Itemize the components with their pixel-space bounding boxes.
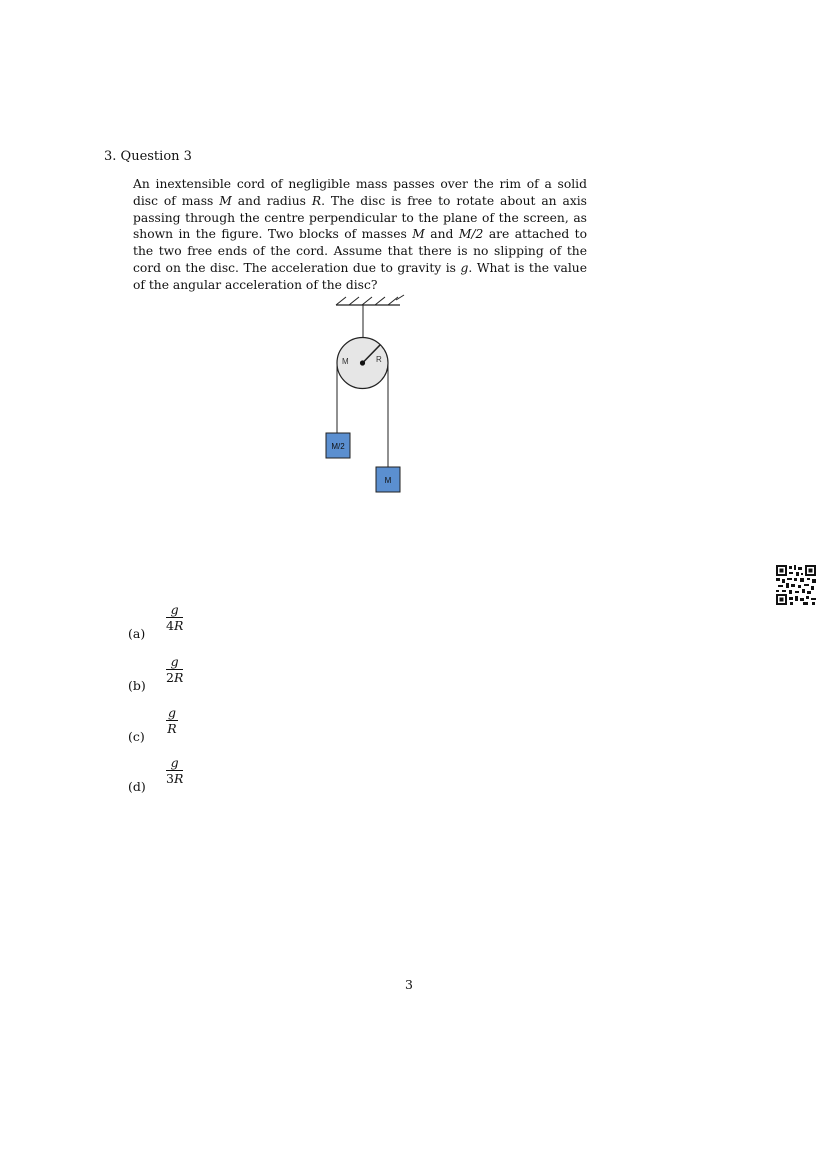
question-text-var: R	[311, 193, 322, 208]
fraction-denominator-var: R	[173, 618, 184, 633]
fraction-denominator	[166, 670, 183, 685]
question-text	[133, 176, 587, 294]
fraction-denominator-coef: 2	[166, 670, 174, 685]
fraction-denominator-coef: 4	[166, 618, 174, 633]
question-text-part: are attached to the two free ends of the cord. Assume that there is no slipping of the cord on the disc. The acceleration due to gravity is	[133, 227, 588, 275]
option-a-label: (a)	[128, 626, 146, 641]
option-c-label: (c)	[128, 729, 145, 744]
fraction-denominator-var: R	[173, 670, 184, 685]
question-text-part: and radius	[231, 193, 312, 208]
fraction-denominator	[166, 771, 183, 786]
question-heading: 3. Question 3	[104, 149, 192, 164]
fraction-numerator: g	[168, 705, 177, 720]
fraction-denominator	[166, 721, 178, 736]
pulley-figure	[320, 290, 420, 500]
disc-mass-label: M	[342, 357, 349, 366]
fraction-denominator-coef: 3	[166, 771, 174, 786]
question-text-var: g	[460, 260, 469, 275]
option-b-label: (b)	[128, 678, 146, 693]
page-number: 3	[405, 977, 413, 992]
fraction-denominator-var: R	[173, 771, 184, 786]
fraction-numerator: g	[166, 655, 183, 670]
question-text-part: . The disc is free to rotate about an axis passing through the centre perpendicular to the plane of the screen, as shown in the figure. Two blocks of masses	[133, 193, 587, 242]
option-d-fraction	[166, 756, 183, 786]
disc-radius-label: R	[376, 355, 382, 364]
fraction-numerator: g	[166, 756, 183, 771]
option-c-fraction	[166, 706, 178, 736]
question-text-part: and	[424, 227, 459, 242]
question-text-var: M/2	[458, 227, 484, 242]
question-text-var: M	[412, 227, 425, 242]
option-b-fraction	[166, 655, 183, 685]
option-d-label: (d)	[128, 779, 146, 794]
question-text-part: . What is the value of the angular acceleration of the disc?	[133, 260, 587, 292]
question-text-part: An inextensible cord of negligible mass passes over the rim of a solid disc of mass	[133, 177, 587, 208]
left-block-label: M/2	[331, 442, 345, 451]
ceiling-hatch	[336, 295, 404, 305]
fraction-denominator-var: R	[167, 721, 177, 736]
question-text-var: M	[219, 193, 232, 208]
right-block-label: M	[384, 476, 392, 485]
qr-code	[776, 565, 816, 605]
option-a-fraction	[166, 603, 183, 633]
axle-dot	[360, 360, 365, 365]
fraction-denominator	[166, 618, 183, 633]
fraction-numerator: g	[166, 603, 183, 618]
